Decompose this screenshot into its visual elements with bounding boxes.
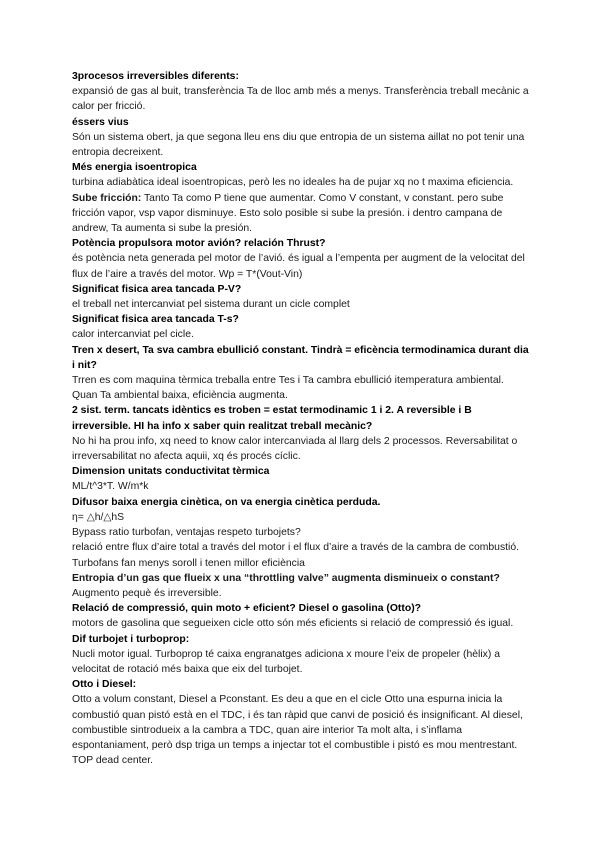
question-heading: Sube fricción:: [72, 192, 142, 204]
question-heading: Dimension unitats conductivitat tèrmica: [72, 466, 270, 478]
question-heading: Entropia d’un gas que flueix x una “throttling valve” augmenta disminueix o constant?: [72, 572, 500, 584]
answer-text: Nucli motor igual. Turboprop té caixa engranatges adiciona x moure l’eix de propeler (hèlix) a velocitat de rotació més baixa que eix del turbojet.: [72, 648, 500, 675]
answer-text: motors de gasolina que segueixen cicle otto són més eficients si relació de compressió és igual.: [72, 618, 514, 630]
question-heading: Significat fisica area tancada T-s?: [72, 314, 239, 326]
answer-text: és potència neta generada pel motor de l’avió. és igual a l’empenta per augment de la velocitat del flux de l’aire a través del motor. Wp = T*(Vout-Vin): [72, 253, 525, 280]
inline-qa-paragraph: [72, 571, 532, 601]
answer-text: η= △h/△hS: [72, 511, 125, 523]
answer-text: turbina adiabàtica ideal isoentropicas, però les no ideales ha de pujar xq no t maxima eficiencia.: [72, 177, 514, 189]
answer-text: Tanto Ta como P tiene que aumentar. Como V constant, v constant. pero sube fricción vapor, vsp vapor disminuye. Esto solo posible si sube la presión. i dentro campana de andrew, Ta aumenta si sube la presión.: [72, 192, 504, 235]
answer-text: ML/t^3*T. W/m*k: [72, 481, 149, 493]
question-heading: 2 sist. term. tancats idèntics es troben = estat termodinamic 1 i 2. A reversible i B irreversible. HI ha info x saber quin realitzat treball mecànic?: [72, 405, 472, 432]
answer-text: Augmento pequè és irreversible.: [72, 587, 222, 599]
question-heading: Relació de compressió, quin moto + eficient? Diesel o gasolina (Otto)?: [72, 603, 422, 615]
question-heading: 3procesos irreversibles diferents:: [72, 71, 239, 82]
answer-text: calor intercanviat pel cicle.: [72, 329, 194, 341]
answer-text: Trren es com maquina tèrmica treballa entre Tes i Ta cambra ebullició itemperatura ambiental. Quan Ta ambiental baixa, eficiència augmenta.: [72, 375, 504, 402]
question-heading: Dif turbojet i turboprop:: [72, 633, 190, 645]
answer-text: Bypass ratio turbofan, ventajas respeto turbojets?: [72, 527, 301, 539]
answer-text: el treball net intercanviat pel sistema durant un cicle complet: [72, 299, 350, 311]
question-heading: Potència propulsora motor avión? relación Thrust?: [72, 238, 326, 250]
answer-text: relació entre flux d’aire total a través del motor i el flux d’aire a través de la cambra de combustió. Turbofans fan menys soroll i tenen millor eficiència: [72, 542, 520, 569]
answer-text: expansió de gas al buit, transferència Ta de lloc amb més a menys. Transferència treball mecànic a calor per fricció.: [72, 86, 529, 113]
question-heading: Tren x desert, Ta sva cambra ebullició constant. Tindrà = eficència termodinamica durant dia i nit?: [72, 344, 529, 371]
question-heading: éssers vius: [72, 116, 129, 128]
question-heading: Significat fisica area tancada P-V?: [72, 283, 242, 295]
answer-text: Són un sistema obert, ja que segona lleu ens diu que entropia de un sistema aillat no pot tenir una entropia decreixent.: [72, 131, 525, 159]
document-page: [72, 69, 532, 768]
answer-text: Otto a volum constant, Diesel a Pconstant. Es deu a que en el cicle Otto una espurna inicia la combustió quan pistó està en el TDC, i és tan ràpid que canvi de posició és insignificant. Al diesel, combustible sintrodueix a la cambra a TDC, quan aire interior Ta molt alta, i s’inflama espontaniament, però dsp triga un temps a injectar tot el combustible i pistó es mou mentrestant. TOP dead center.: [72, 694, 523, 767]
answer-text: No hi ha prou info, xq need to know calor intercanviada al llarg dels 2 processos. Reversabilitat o irreversabilitat no afecta aquii, xq és procés cíclic.: [72, 435, 518, 463]
question-heading: Otto i Diesel:: [72, 679, 137, 691]
question-heading: Més energia isoentropica: [72, 162, 197, 174]
question-heading: Difusor baixa energia cinètica, on va energia cinètica perduda.: [72, 496, 381, 508]
inline-qa-paragraph: [72, 191, 532, 237]
